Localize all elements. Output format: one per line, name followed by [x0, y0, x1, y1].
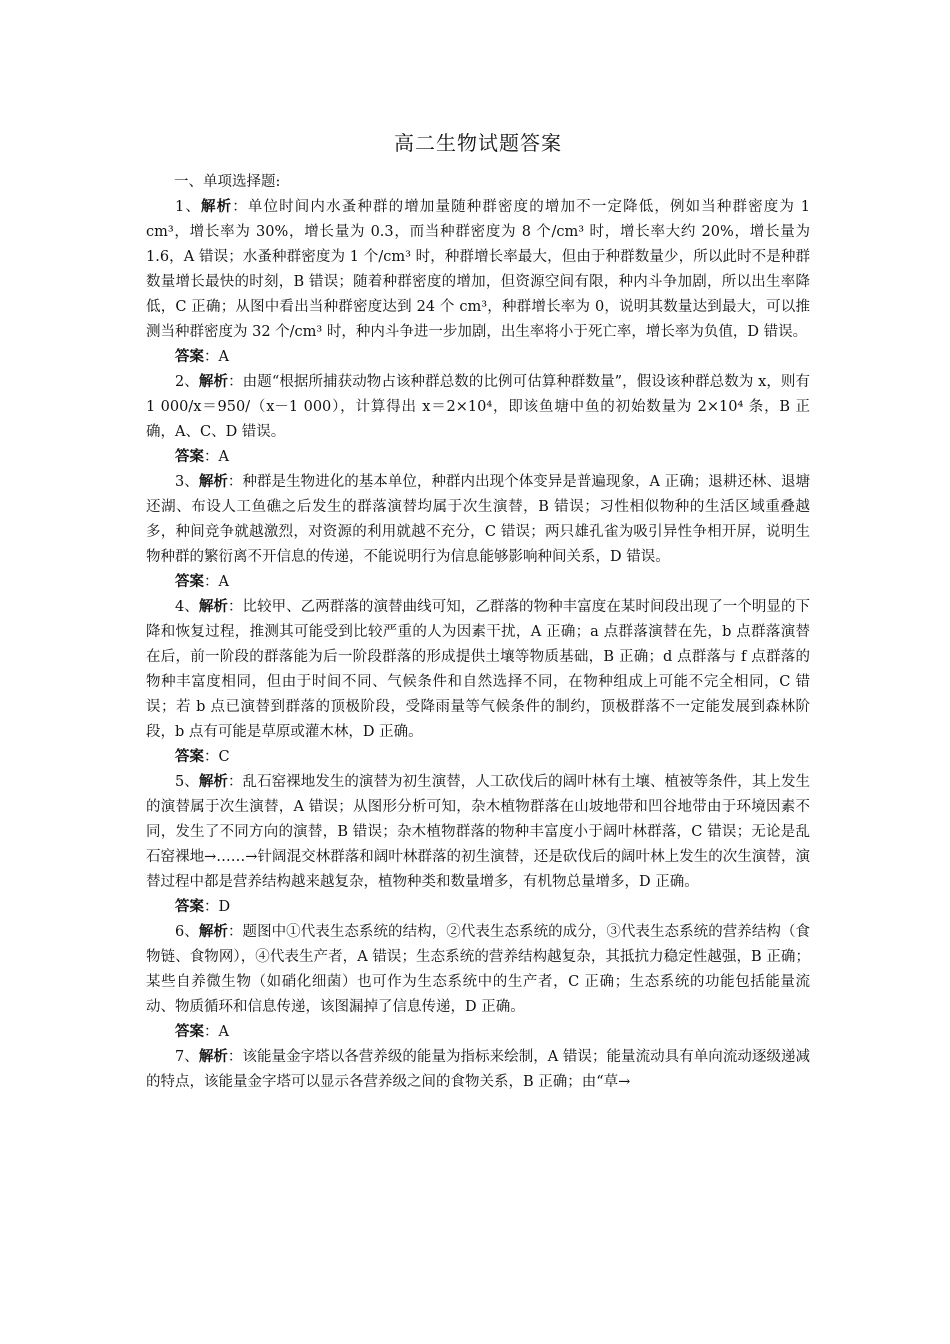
- item-number: 2、: [175, 374, 199, 390]
- answer-label: 答案: [175, 749, 204, 765]
- question-item-7: [146, 1045, 810, 1095]
- answer-value: ：C: [204, 749, 230, 765]
- answer: [146, 445, 810, 470]
- explanation-text: 乱石窑裸地发生的演替为初生演替，人工砍伐后的阔叶林有土壤、植被等条件，其上发生的演替属于次生演替，A 错误；从图形分析可知，杂木植物群落在山坡地带和凹谷地带由于环境因素不同，发生了不同方向的演替，B 错误；杂木植物群落的物种丰富度小于阔叶林群落，C 错误；无论是乱石窑裸地→……→针阔混交林群落和阔叶林群落的初生演替，还是砍伐后的阔叶林上发生的次生演替，演替过程中都是营养结构越来越复杂，植物种类和数量增多，有机物总量增多，D 正确。: [146, 774, 811, 890]
- explanation: [146, 770, 810, 895]
- section-heading: 一、单项选择题:: [174, 174, 281, 190]
- explanation-text: 种群是生物进化的基本单位，种群内出现个体变异是普遍现象，A 正确；退耕还林、退塘还湖、布设人工鱼礁之后发生的群落演替均属于次生演替，B 错误；习性相似物种的生活区域重叠越多，种间竞争就越激烈，对资源的利用就越不充分，C 错误；两只雄孔雀为吸引异性争相开屏，说明生物种群的繁衍离不开信息的传递，不能说明行为信息能够影响种间关系，D 错误。: [146, 474, 811, 565]
- question-item-4: [146, 595, 810, 770]
- answer: [146, 745, 810, 770]
- explanation: [146, 470, 810, 570]
- colon: ：: [227, 1049, 243, 1065]
- question-item-6: [146, 920, 810, 1045]
- question-item-5: [146, 770, 810, 920]
- explanation: [146, 595, 810, 745]
- answer: [146, 1020, 810, 1045]
- explanation-text: 由题“根据所捕获动物占该种群总数的比例可估算种群数量”，假设该种群总数为 x，则有 1 000/x＝950/（x－1 000），计算得出 x＝2×10⁴，即该鱼塘中鱼的初始数量为 2×10⁴ 条，B 正确，A、C、D 错误。: [146, 374, 811, 440]
- answer: [146, 345, 810, 370]
- question-item-3: [146, 470, 810, 595]
- item-number: 3、: [175, 474, 199, 490]
- explanation-label: 解析: [198, 374, 229, 390]
- page-title: 高二生物试题答案: [394, 131, 562, 155]
- colon: ：: [227, 924, 243, 940]
- question-item-1: [146, 195, 810, 370]
- explanation-text: 题图中①代表生态系统的结构，②代表生态系统的成分，③代表生态系统的营养结构（食物链、食物网），④代表生产者，A 错误；生态系统的营养结构越复杂，其抵抗力稳定性越强，B 正确；某些自养微生物（如硝化细菌）也可作为生态系统中的生产者，C 正确；生态系统的功能包括能量流动、物质循环和信息传递，该图漏掉了信息传递，D 正确。: [146, 924, 811, 1015]
- answer-label: 答案: [175, 1024, 204, 1040]
- item-number: 1、: [175, 199, 201, 215]
- explanation-label: 解析: [198, 474, 228, 490]
- item-number: 7、: [175, 1049, 199, 1065]
- answer-label: 答案: [175, 574, 204, 590]
- answer-value: ：A: [204, 349, 229, 365]
- explanation-label: 解析: [198, 924, 228, 940]
- explanation-text: 比较甲、乙两群落的演替曲线可知，乙群落的物种丰富度在某时间段出现了一个明显的下降和恢复过程，推测其可能受到比较严重的人为因素干扰，A 正确；a 点群落演替在先，b 点群落演替在后，前一阶段的群落能为后一阶段群落的形成提供土壤等物质基础，B 正确；d 点群落与 f 点群落的物种丰富度相同，但由于时间不同、气候条件和自然选择不同，在物种组成上可能不完全相同，C 错误；若 b 点已演替到群落的顶极阶段，受降雨量等气候条件的制约，顶极群落不一定能发展到森林阶段，b 点有可能是草原或灌木林，D 正确。: [146, 599, 811, 740]
- answer-label: 答案: [175, 449, 204, 465]
- answer: [146, 570, 810, 595]
- item-number: 5、: [175, 774, 199, 790]
- explanation-text: 单位时间内水蚤种群的增加量随种群密度的增加不一定降低，例如当种群密度为 1 cm³，增长率为 30%，增长量为 0.3，而当种群密度为 8 个/cm³ 时，增长率大约 20%，增长量为 1.6，A 错误；水蚤种群密度为 1 个/cm³ 时，种群增长率最大，但由于种群数量少，所以此时不是种群数量增长最快的时刻，B 错误；随着种群密度的增加，但资源空间有限，种内斗争加剧，所以出生率降低，C 正确；从图中看出当种群密度达到 24 个 cm³，种群增长率为 0，说明其数量达到最大，可以推测当种群密度为 32 个/cm³ 时，种内斗争进一步加剧，出生率将小于死亡率，增长率为负值，D 错误。: [146, 199, 810, 340]
- explanation: [146, 195, 810, 345]
- answer-value: ：A: [204, 449, 229, 465]
- answer: [146, 895, 810, 920]
- answer-label: 答案: [175, 349, 204, 365]
- item-number: 4、: [175, 599, 199, 615]
- answer-label: 答案: [175, 899, 204, 915]
- item-number: 6、: [175, 924, 199, 940]
- explanation-label: 解析: [198, 599, 228, 615]
- colon: ：: [227, 599, 243, 615]
- colon: ：: [227, 474, 243, 490]
- answer-value: ：D: [204, 899, 231, 915]
- explanation: [146, 370, 810, 445]
- explanation: [146, 1045, 810, 1095]
- explanation-text: 该能量金字塔以各营养级的能量为指标来绘制，A 错误；能量流动具有单向流动逐级递减的特点，该能量金字塔可以显示各营养级之间的食物关系，B 正确；由“草→: [146, 1049, 811, 1090]
- colon: ：: [228, 374, 243, 390]
- question-item-2: [146, 370, 810, 470]
- explanation-label: 解析: [201, 199, 233, 215]
- explanation-label: 解析: [198, 774, 228, 790]
- content: [146, 170, 810, 1095]
- colon: ：: [232, 199, 248, 215]
- explanation: [146, 920, 810, 1020]
- explanation-label: 解析: [198, 1049, 228, 1065]
- answer-value: ：A: [204, 1024, 229, 1040]
- answer-value: ：A: [204, 574, 229, 590]
- colon: ：: [227, 774, 243, 790]
